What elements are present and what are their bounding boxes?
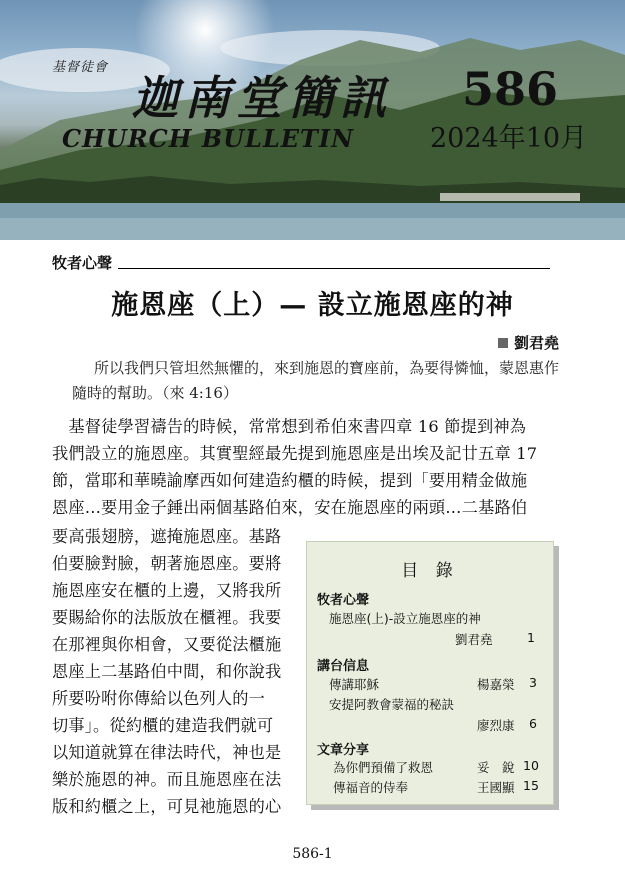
toc-entry-link[interactable]: 傳講耶穌 [329, 677, 380, 692]
author-name: 劉君堯 [513, 334, 559, 352]
toc-entry-link[interactable]: 安提阿教會蒙福的秘訣 [329, 697, 455, 712]
toc-entry-page: 3 [529, 675, 537, 690]
body-line: 在那裡與你相會，又要從法櫃施 [52, 635, 282, 654]
body-line: 我們設立的施恩座。其實聖經最先提到施恩座是出埃及記廿五章 17 [52, 444, 538, 463]
toc-section-heading: 講台信息 [317, 659, 370, 674]
toc-entry-author: 劉君堯 [455, 632, 493, 647]
toc-title: 目 錄 [401, 561, 459, 581]
issue-number: 586 [462, 62, 559, 116]
table-of-contents [306, 541, 554, 805]
body-line: 恩座上二基路伯中間，和你說我 [52, 662, 282, 681]
toc-entry-page: 10 [523, 758, 539, 773]
body-line: 版和約櫃之上，可見祂施恩的心 [52, 797, 282, 816]
toc-entry-author: 王國顯 [477, 780, 515, 795]
brand-title-english: CHURCH BULLETIN [62, 124, 355, 153]
body-line: 節，當耶和華曉諭摩西如何建造約櫃的時候，提到「要用精金做施 [52, 471, 528, 490]
toc-section-heading: 牧者心聲 [317, 593, 370, 608]
toc-entry-author: 楊嘉榮 [477, 677, 515, 692]
toc-entry-link[interactable]: 施恩座(上)-設立施恩座的神 [329, 611, 481, 626]
toc-entry-page: 6 [529, 716, 537, 731]
toc-entry-author: 妥 銳 [477, 760, 515, 775]
toc-entry-link[interactable]: 傳福音的侍奉 [333, 780, 409, 795]
scripture-quote: 所以我們只管坦然無懼的，來到施恩的寶座前，為要得憐恤，蒙恩惠作隨時的幫助。（來 4:16） [72, 359, 560, 402]
issue-date: 2024年10月 [430, 123, 588, 154]
page-number: 586-1 [292, 846, 333, 862]
lake-reflection [0, 218, 625, 240]
toc-section-heading: 文章分享 [317, 743, 370, 758]
toc-entry-page: 15 [523, 778, 539, 793]
body-line: 所要吩咐你傳給以色列人的一 [52, 689, 266, 708]
body-line: 基督徒學習禱告的時候，常常想到希伯來書四章 16 節提到神為 [52, 417, 527, 436]
column-label: 牧者心聲 [52, 254, 113, 272]
brand-title-chinese: 迦南堂簡訊 [132, 71, 392, 125]
masthead-banner [0, 0, 625, 240]
body-line: 要賜給你的法版放在櫃裡。我要 [52, 608, 282, 627]
article-title: 施恩座（上）— 設立施恩座的神 [111, 290, 514, 321]
body-line: 施恩座安在櫃的上邊，又將我所 [52, 581, 282, 600]
toc-entry-link[interactable]: 為你們預備了救恩 [333, 760, 434, 775]
square-bullet-icon [498, 338, 508, 348]
byline [498, 332, 559, 353]
body-line: 樂於施恩的神。而且施恩座在法 [52, 770, 282, 789]
body-line: 切事」。從約櫃的建造我們就可 [52, 716, 274, 735]
body-line: 伯要臉對臉，朝著施恩座。要將 [52, 554, 282, 573]
brand-subtitle: 基督徒會 [52, 60, 109, 75]
buildings [440, 193, 580, 201]
column-rule [118, 268, 550, 269]
body-line: 以知道就算在律法時代，神也是 [52, 743, 282, 762]
toc-entry-author: 廖烈康 [477, 718, 515, 733]
toc-entry-page: 1 [527, 630, 535, 645]
body-line: 恩座…要用金子錘出兩個基路伯來，安在施恩座的兩頭…二基路伯 [52, 498, 528, 517]
body-line: 要高張翅膀，遮掩施恩座。基路 [52, 527, 282, 546]
